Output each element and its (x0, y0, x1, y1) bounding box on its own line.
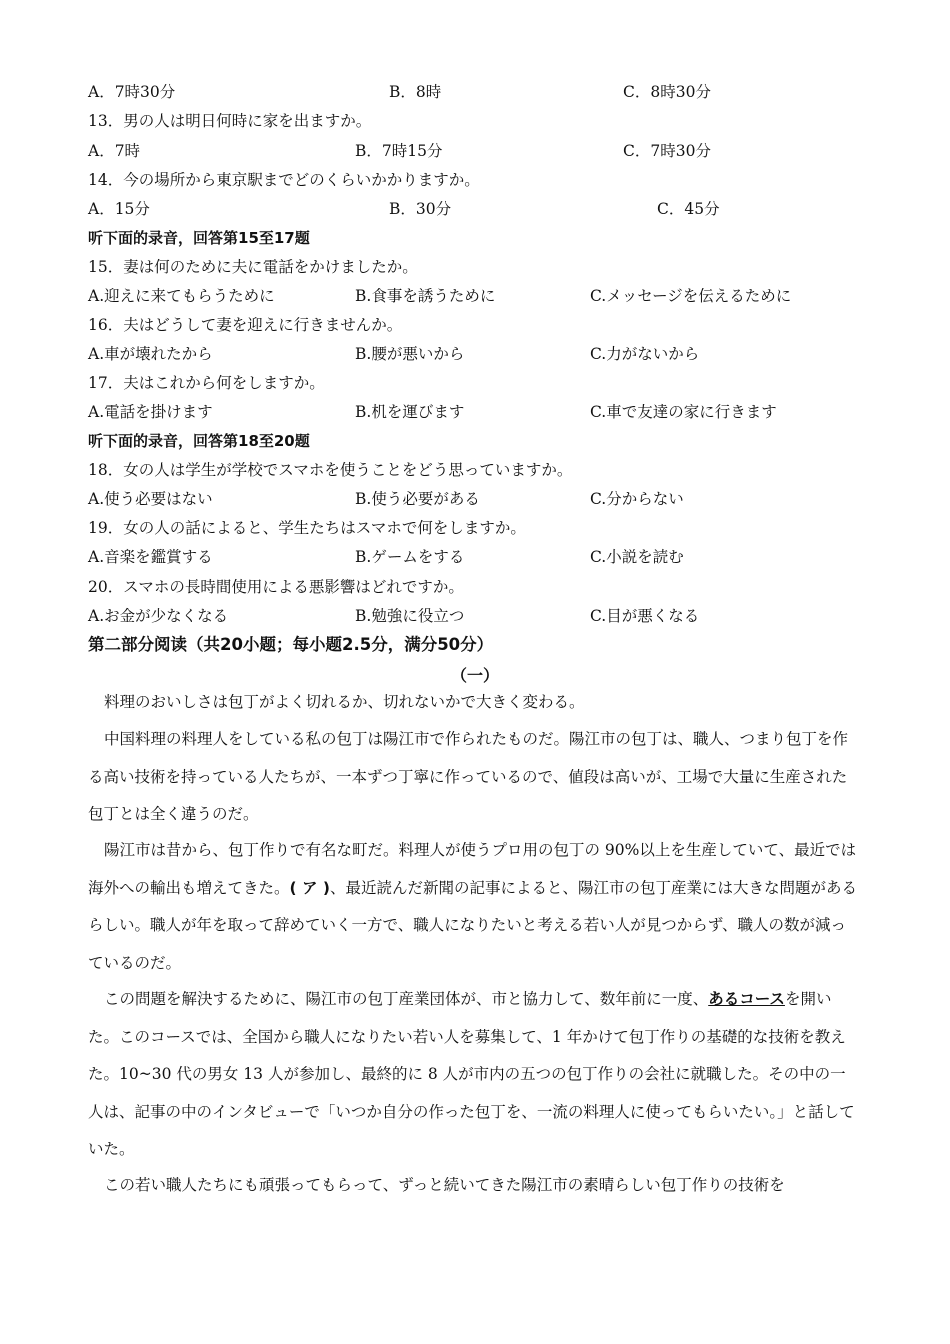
q19-option-c: C.小説を読む (590, 548, 684, 566)
q17-option-a: A.電話を掛けます (88, 403, 213, 421)
blank-a-marker: ( ア ) (289, 878, 330, 897)
q18-question: 18．女の人は学生が学校でスマホを使うことをどう思っていますか。 (88, 461, 573, 479)
paragraph-3-part-a: 陽江市は昔から、包丁作りで有名な町だ。料理人が使うプロ用の包丁の 90%以上を生産していて、最近では海外への輸出も増えてきた。 (88, 841, 857, 897)
q20-option-b: B.勉強に役立つ (355, 607, 465, 625)
q13-option-c: C．7時30分 (623, 142, 711, 160)
q15-option-a: A.迎えに来てもらうために (88, 287, 275, 305)
q15-option-c: C.メッセージを伝えるために (590, 287, 792, 305)
q14-question: 14．今の場所から東京駅までどのくらいかかりますか。 (88, 171, 480, 189)
passage-number: （一） (450, 666, 499, 685)
underlined-phrase: あるコース (708, 990, 785, 1008)
q19-option-b: B.ゲームをする (355, 548, 465, 566)
q16-option-c: C.力がないから (590, 345, 700, 363)
passage-paragraph-5: この若い職人たちにも頑張ってもらって、ずっと続いてきた陽江市の素晴らしい包丁作りの技術を (104, 1176, 785, 1194)
q19-option-a: A.音楽を鑑賞する (88, 548, 213, 566)
passage-paragraph-3 (88, 832, 860, 982)
q15-option-b: B.食事を誘うために (355, 287, 496, 305)
section-heading-18-20: 听下面的录音，回答第18至20题 (88, 432, 310, 450)
paragraph-4-part-a: この問題を解決するために、陽江市の包丁産業団体が、市と協力して、数年前に一度、 (104, 990, 709, 1008)
q20-option-c: C.目が悪くなる (590, 607, 700, 625)
paragraph-4-part-b: を開いた。このコースでは、全国から職人になりたい若い人を募集して、1 年かけて包丁作りの基礎的な技術を教えた。10~30 代の男女 13 人が参加し、最終的に 8 人が市内の五つの包丁作りの会社に就職した。その中の一人は、記事の中のインタビューで「いつか自分の作った包丁を、一流の料理人に使ってもらいたい。」と話していた。 (88, 990, 855, 1158)
q17-option-c: C.車で友達の家に行きます (590, 403, 777, 421)
q14-option-c: C．45分 (657, 200, 720, 218)
q13-question: 13．男の人は明日何時に家を出ますか。 (88, 112, 372, 130)
q18-option-a: A.使う必要はない (88, 490, 213, 508)
q14-option-a: A．15分 (88, 200, 150, 218)
q16-question: 16．夫はどうして妻を迎えに行きませんか。 (88, 316, 403, 334)
q19-question: 19．女の人の話によると、学生たちはスマホで何をしますか。 (88, 519, 526, 537)
q18-option-c: C.分からない (590, 490, 684, 508)
paragraph-3-part-b: 、最近読んだ新聞の記事によると、陽江市の包丁産業には大きな問題があるらしい。職人が年を取って辞めていく一方で、職人になりたいと考える若い人が見つからず、職人の数が減っているのだ。 (88, 878, 857, 972)
q12-option-c: C．8時30分 (623, 83, 711, 101)
q17-option-b: B.机を運びます (355, 403, 465, 421)
q13-option-b: B．7時15分 (355, 142, 443, 160)
q14-option-b: B．30分 (389, 200, 452, 218)
section-heading-15-17: 听下面的录音，回答第15至17题 (88, 229, 310, 247)
q18-option-b: B.使う必要がある (355, 490, 480, 508)
passage-paragraph-2: 中国料理の料理人をしている私の包丁は陽江市で作られたものだ。陽江市の包丁は、職人、つまり包丁を作る高い技術を持っている人たちが、一本ずつ丁寧に作っているので、値段は高いが、工場で大量に生産された包丁とは全く違うのだ。 (88, 730, 849, 823)
q12-option-b: B．8時 (389, 83, 442, 101)
q13-option-a: A．7時 (88, 142, 141, 160)
q20-question: 20．スマホの長時間使用による悪影響はどれですか。 (88, 578, 464, 596)
q16-option-a: A.車が壊れたから (88, 345, 213, 363)
passage-paragraph-4 (88, 981, 860, 1169)
q17-question: 17．夫はこれから何をしますか。 (88, 374, 325, 392)
q20-option-a: A.お金が少なくなる (88, 607, 229, 625)
q12-option-a: A．7時30分 (88, 83, 176, 101)
q15-question: 15．妻は何のために夫に電話をかけましたか。 (88, 258, 418, 276)
q16-option-b: B.腰が悪いから (355, 345, 465, 363)
part2-title: 第二部分阅读（共20小题；每小题2.5分，满分50分） (88, 635, 494, 654)
passage-paragraph-1: 料理のおいしさは包丁がよく切れるか、切れないかで大きく変わる。 (104, 693, 585, 711)
